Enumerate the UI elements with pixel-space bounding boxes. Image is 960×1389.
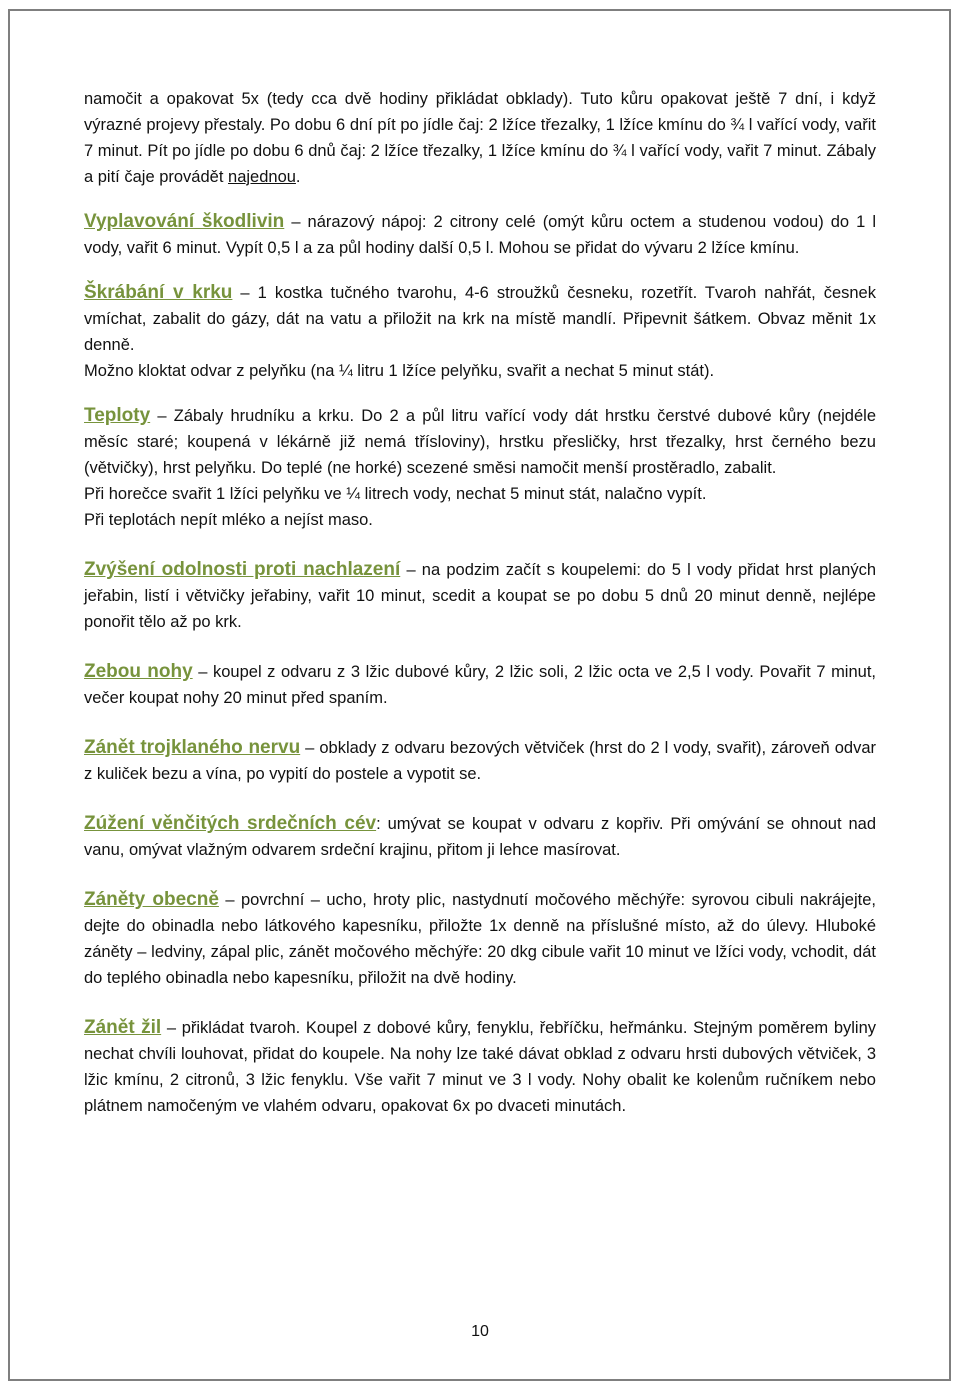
text-nerv: – obklady z odvaru bezových větviček (hrst do 2 l vody, svařit), zároveň odvar z kuliček bezu a vína, po vypití do postele a vypotit se. [84, 739, 876, 783]
document-body [84, 86, 876, 1119]
heading-odolnost: Zvýšení odolnosti proti nachlazení [84, 559, 401, 580]
section-krk [84, 280, 876, 358]
heading-nerv: Zánět trojklaného nervu [84, 737, 301, 758]
text-odolnost: – na podzim začít s koupelemi: do 5 l vody přidat hrst planých jeřabin, listí i větvičky jeřabiny, vařit 10 minut, scedit a koupat se po dobu 5 dnů 20 minut denně, nejlépe ponořit tělo až po krk. [84, 561, 876, 631]
section-skodliviny [84, 209, 876, 261]
section-teploty [84, 403, 876, 481]
text-teploty-extra1: Při horečce svařit 1 lžíci pelyňku ve ¼ litrech vody, nechat 5 minut stát, nalačno vypít. [84, 485, 707, 503]
text-skodliviny: – nárazový nápoj: 2 citrony celé (omýt kůru octem a studenou vodou) do 1 l vody, vařit 6 minut. Vypít 0,5 l a za půl hodiny další 0,5 l. Mohou se přidat do vývaru 2 lžíce kmínu. [84, 213, 877, 257]
intro-text: namočit a opakovat 5x (tedy cca dvě hodiny přikládat obklady). Tuto kůru opakovat ještě 7 dní, i když výrazné projevy přestaly. Po dobu 6 dní pít po jídle čaj: 2 lžíce třezalky, 1 lžíce kmínu do ¾ l vařící vody, vařit 7 minut. Pít po jídle po dobu 6 dnů čaj: 2 lžíce třezalky, 1 lžíce kmínu do ¾ l vařící vody, vařit 7 minut. Zábaly a pití čaje provádět [84, 90, 876, 186]
section-zily [84, 1015, 876, 1119]
intro-underlined: najednou [228, 168, 296, 186]
text-zanety: – povrchní – ucho, hroty plic, nastydnutí močového měchýře: syrovou cibuli nakrájejte, dejte do obinadla nebo látkového kapesníku, přiložte 1x denně na příslušné místo, až do úlevy. Hluboké záněty – ledviny, zápal plic, zánět močového měchýře: 20 dkg cibule vařit 10 minut ve lžíci vody, vchodit, dát do teplého obinadla nebo kapesníku, přiložit na dvě hodiny. [84, 891, 876, 987]
section-cevy [84, 811, 876, 863]
text-krk: – 1 kostka tučného tvarohu, 4-6 stroužků česneku, rozetřít. Tvaroh nahřát, česnek vmíchat, zabalit do gázy, dát na vatu a přiložit na krk na místě mandlí. Připevnit šátkem. Obvaz měnit 1x denně. [84, 284, 876, 354]
heading-nohy: Zebou nohy [84, 661, 193, 682]
heading-krk: Škrábání v krku [84, 282, 233, 303]
page-number: 10 [471, 1323, 489, 1340]
section-nerv [84, 735, 876, 787]
intro-end: . [295, 168, 301, 186]
text-cevy: : umývat se koupat v odvaru z kopřiv. Při omývání se ohnout nad vanu, omývat vlažným odvarem srdeční krajinu, přitom ji lehce masírovat. [84, 815, 876, 859]
text-krk-extra: Možno kloktat odvar z pelyňku (na ¼ litru 1 lžíce pelyňku, svařit a nechat 5 minut stát). [84, 362, 715, 380]
heading-teploty: Teploty [84, 405, 151, 426]
heading-zily: Zánět žil [84, 1017, 162, 1038]
text-nohy: – koupel z odvaru z 3 lžic dubové kůry, 2 lžic soli, 2 lžic octa ve 2,5 l vody. Povařit 7 minut, večer koupat nohy 20 minut před spaním. [84, 663, 876, 707]
intro-paragraph [84, 86, 876, 190]
heading-cevy: Zúžení věnčitých srdečních cév [84, 813, 377, 834]
text-zily: – přikládat tvaroh. Koupel z dobové kůry, fenyklu, řebříčku, heřmánku. Stejným poměrem byliny nechat chvíli louhovat, přidat do koupele. Na nohy lze také dávat obklad z odvaru hrsti dubových větviček, 3 lžic kmínu, 2 citronů, 3 lžic fenyklu. Vše vařit 7 minut ve 3 l vody. Nohy obalit ke kolenům ručníkem nebo plátnem namočeným ve vlahém odvaru, opakovat 6x po dvaceti minutách. [84, 1019, 877, 1115]
section-zanety [84, 887, 876, 991]
text-teploty-extra2: Při teplotách nepít mléko a nejíst maso. [84, 511, 373, 529]
heading-skodliviny: Vyplavování škodlivin [84, 211, 285, 232]
section-odolnost [84, 557, 876, 635]
text-teploty: – Zábaly hrudníku a krku. Do 2 a půl litru vařící vody dát hrstku čerstvé dubové kůry (nejdéle měsíc staré; koupená v lékárně již nemá třísloviny), hrstku přesličky, hrst třezalky, hrst černého bezu (větvičky), hrst pelyňku. Do teplé (ne horké) scezené směsi namočit menší prostěradlo, zabalit. [84, 407, 876, 477]
section-nohy [84, 659, 876, 711]
heading-zanety: Záněty obecně [84, 889, 219, 910]
